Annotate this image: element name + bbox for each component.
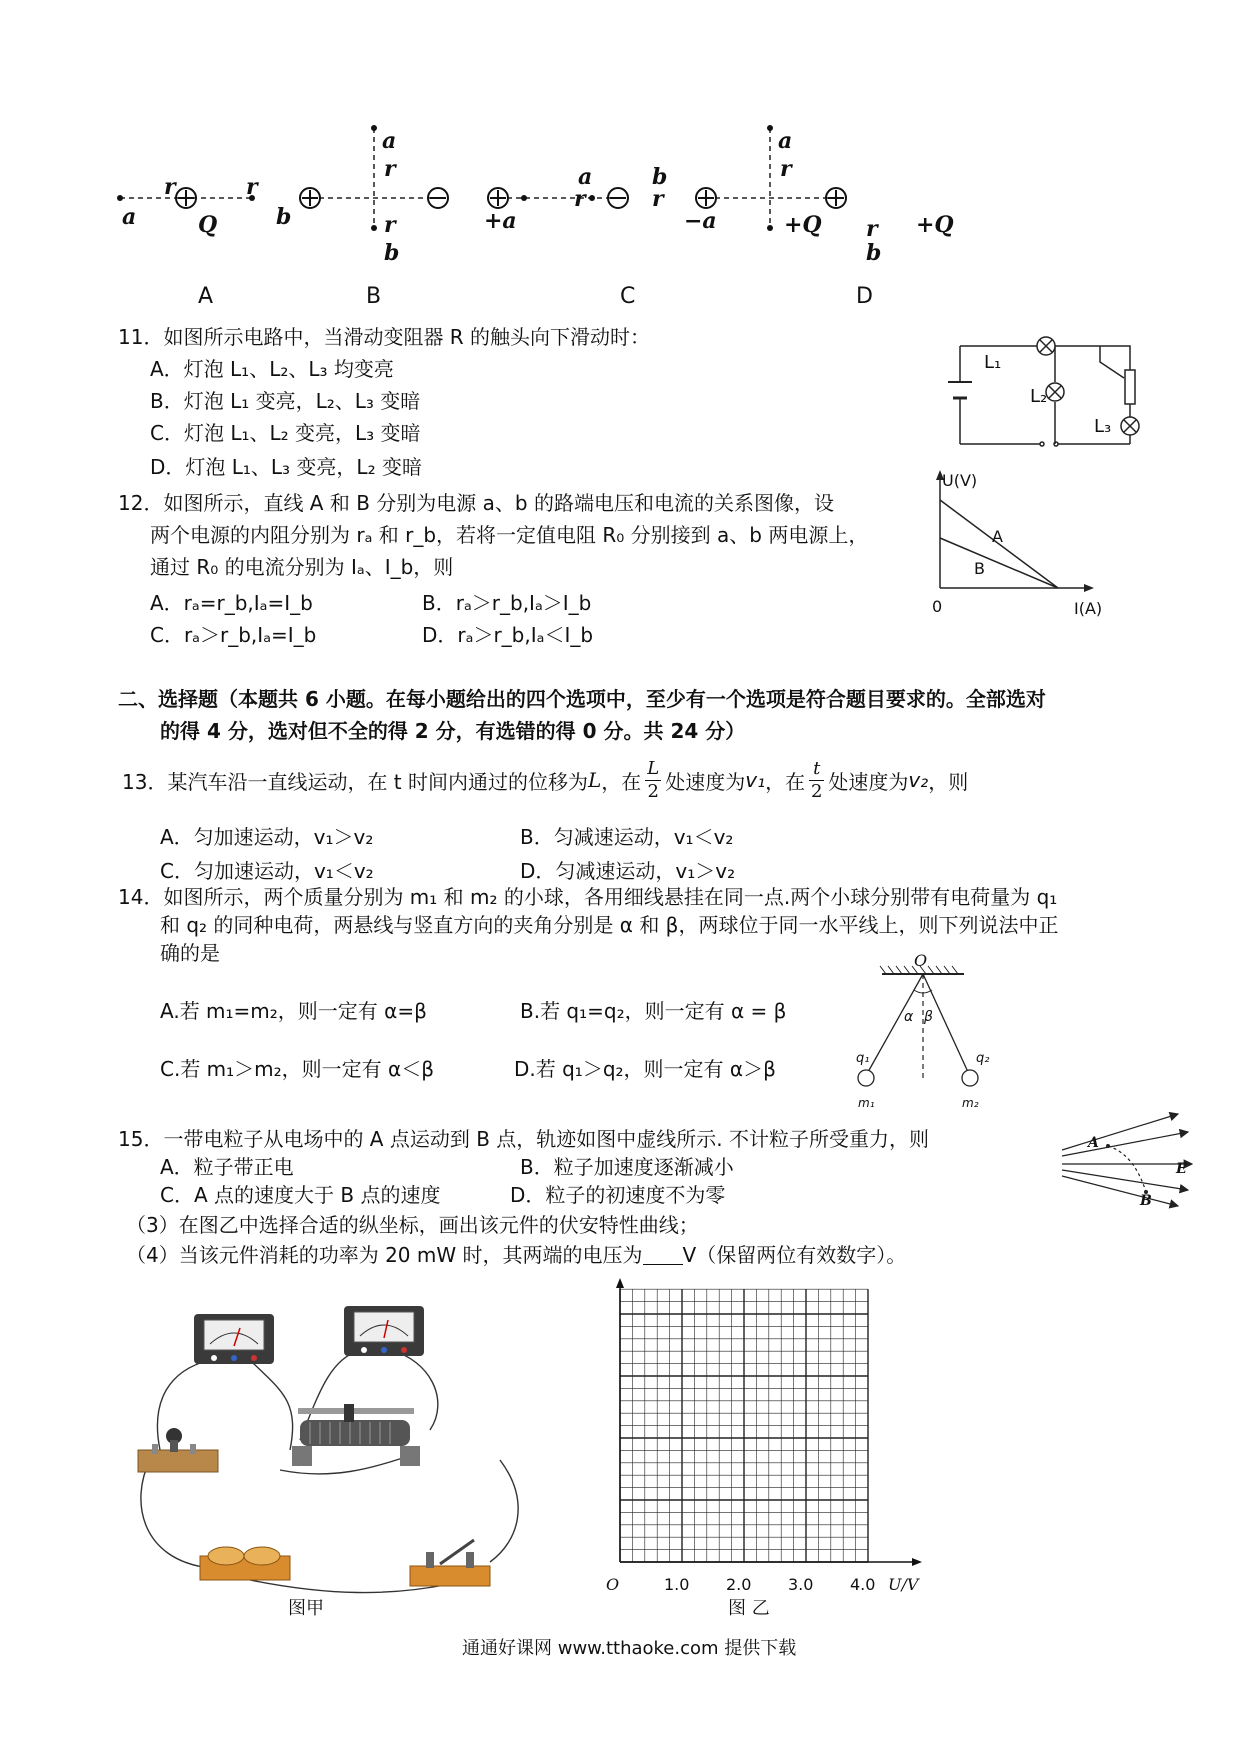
fig10-D-q2: +Q: [916, 212, 954, 238]
fig10-B: [300, 125, 448, 231]
q12-stem-line3: 通过 R₀ 的电流分别为 Iₐ、I_b，则: [150, 555, 454, 579]
fig10-D-a: a: [778, 128, 793, 154]
q12-option-d: D．rₐ＞r_b,Iₐ＜I_b: [422, 623, 594, 647]
q11-option-b: B．灯泡 L₁ 变亮，L₂、L₃ 变暗: [150, 389, 421, 413]
q14-stem-line3: 确的是: [160, 941, 220, 965]
fig10-B-a: a: [382, 128, 397, 154]
q14-fig-q2: q₂: [976, 1051, 990, 1066]
fig10-A-r1: r: [164, 174, 176, 200]
q12-fig-line-a: A: [992, 527, 1003, 546]
ammeter-icon: [344, 1306, 424, 1356]
q15-fig-A: A: [1088, 1135, 1099, 1151]
q12-fig-ylabel: U(V): [942, 471, 978, 490]
q14-fig-alpha: α: [904, 1009, 914, 1025]
fig10-A: [117, 188, 255, 208]
q12-stem-line2: 两个电源的内阻分别为 rₐ 和 r_b，若将一定值电阻 R₀ 分别接到 a、b 两电源上，: [150, 523, 869, 547]
q14-option-a: A.若 m₁=m₂，则一定有 α=β: [160, 999, 427, 1023]
q13-var-L: L: [588, 768, 602, 792]
q12-fig-line-b: B: [974, 559, 985, 578]
q12-fig-xlabel: I(A): [1074, 599, 1103, 618]
q14-fig-q1: q₁: [856, 1051, 870, 1066]
fig10-C-caption: C: [620, 284, 636, 309]
fig10-C: [488, 188, 628, 208]
q11-stem: 11．如图所示电路中，当滑动变阻器 R 的触头向下滑动时：: [118, 325, 651, 349]
fig10-C-b: b: [652, 164, 668, 190]
q12-option-b: B．rₐ＞r_b,Iₐ＞I_b: [422, 591, 592, 615]
fig10-B-r1: r: [384, 156, 396, 182]
q14-fig-beta: β: [924, 1009, 933, 1025]
fig10-C-plus-a: +a: [484, 208, 517, 234]
fig10-D-r1: r: [780, 156, 792, 182]
q14-fig-m2: m₂: [962, 1096, 979, 1110]
section2-header-line2: 的得 4 分，选对但不全的得 2 分，有选错的得 0 分。共 24 分）: [160, 719, 746, 743]
q13-option-b: B．匀减速运动，v₁＜v₂: [520, 825, 734, 849]
q15-fig-E: E: [1176, 1161, 1187, 1177]
q15-option-c: C．A 点的速度大于 B 点的速度: [160, 1183, 441, 1207]
fig-yi-caption: 图 乙: [728, 1598, 770, 1619]
q11-fig-L3: L₃: [1094, 416, 1112, 437]
page-footer: 通通好课网 www.tthaoke.com 提供下载: [462, 1638, 797, 1659]
fig10-C-r2: r: [652, 186, 664, 212]
voltmeter-icon: [194, 1314, 274, 1364]
q12-fig-origin: 0: [932, 597, 943, 616]
q14-option-d: D.若 q₁＞q₂，则一定有 α＞β: [514, 1057, 776, 1081]
q15-stem: 15．一带电粒子从电场中的 A 点运动到 B 点，轨迹如图中虚线所示. 不计粒子所受重力，则: [118, 1127, 929, 1151]
q12-stem-line1: 12．如图所示，直线 A 和 B 分别为电源 a、b 的路端电压和电流的关系图像，设: [118, 491, 834, 515]
q14-fig-m1: m₁: [858, 1096, 875, 1110]
q14-stem-line1: 14．如图所示，两个质量分别为 m₁ 和 m₂ 的小球，各用细线悬挂在同一点.两个小球分别带有电荷量为 q₁: [118, 885, 1058, 909]
fig10-A-r2: r: [246, 174, 258, 200]
battery-box-icon: [200, 1547, 290, 1580]
q15-option-a: A．粒子带正电: [160, 1155, 294, 1179]
blank-grid-chart: [590, 1278, 930, 1598]
fig10-B-caption: B: [366, 284, 382, 309]
fig10-A-caption: A: [198, 284, 214, 309]
q15-option-b: B．粒子加速度逐渐减小: [520, 1155, 734, 1179]
q11-fig-L2: L₂: [1030, 386, 1048, 407]
fig-jia-caption: 图甲: [288, 1598, 324, 1619]
q14-option-c: C.若 m₁＞m₂，则一定有 α＜β: [160, 1057, 434, 1081]
grid-tick-4: 4.0: [850, 1575, 876, 1594]
fig10-D-caption: D: [856, 284, 873, 309]
fig10-C-a: a: [578, 164, 593, 190]
fig10-A-a: a: [122, 204, 137, 230]
q11-option-a: A．灯泡 L₁、L₂、L₃ 均变亮: [150, 357, 394, 381]
q10-figure-row: [100, 120, 980, 320]
element-on-board-icon: [138, 1428, 218, 1472]
fig10-D: [696, 125, 846, 231]
fig10-A-Q: Q: [198, 212, 218, 238]
q13-option-c: C．匀加速运动，v₁＜v₂: [160, 859, 374, 883]
q14-option-b: B.若 q₁=q₂，则一定有 α = β: [520, 999, 787, 1023]
q13-stem: 13．某汽车沿一直线运动，在 t 时间内通过的位移为 L ，在 L 2 处速度为 v₁ ，在 t 2 处速度为 v₂ ，则: [122, 757, 969, 802]
apparatus-photo: [130, 1300, 570, 1600]
q11-option-c: C．灯泡 L₁、L₂ 变亮，L₃ 变暗: [150, 421, 421, 445]
grid-tick-3: 3.0: [788, 1575, 814, 1594]
switch-icon: [410, 1540, 490, 1586]
q13-option-d: D．匀减速运动，v₁＞v₂: [520, 859, 736, 883]
q13-fraction-t-over-2: t 2: [811, 757, 823, 802]
fig10-B-b: b: [384, 240, 400, 266]
fig10-C-minus-a: −a: [684, 208, 717, 234]
grid-origin: O: [606, 1575, 620, 1594]
q14-fig-O: O: [914, 951, 928, 970]
grid-tick-2: 2.0: [726, 1575, 752, 1594]
q11-circuit-diagram: [940, 326, 1160, 456]
q11-option-d: D．灯泡 L₁、L₃ 变亮，L₂ 变暗: [150, 455, 422, 479]
q12-option-c: C．rₐ＞r_b,Iₐ=I_b: [150, 623, 317, 647]
exp-answer-blank[interactable]: [643, 1242, 683, 1265]
fig10-A-b: b: [276, 204, 292, 230]
q11-fig-L1: L₁: [984, 352, 1002, 373]
q15-fig-B: B: [1140, 1193, 1152, 1209]
grid-lines: [620, 1289, 868, 1562]
rheostat-icon: [292, 1404, 420, 1466]
q13-option-a: A．匀加速运动，v₁＞v₂: [160, 825, 374, 849]
q15-option-d: D．粒子的初速度不为零: [510, 1183, 726, 1207]
q12-option-a: A．rₐ=r_b,Iₐ=I_b: [150, 591, 313, 615]
fig10-D-b: b: [866, 240, 882, 266]
fig10-D-q1: +Q: [784, 212, 822, 238]
q13-fraction-L-over-2: L 2: [647, 757, 660, 802]
section2-header-line1: 二、选择题（本题共 6 小题。在每小题给出的四个选项中，至少有一个选项是符合题目要求的。全部选对: [118, 687, 1046, 711]
fig10-B-r2: r: [384, 212, 396, 238]
fig10-C-r1: r: [574, 186, 586, 212]
fig10-D-r2: r: [866, 216, 878, 242]
grid-x-unit: U/V: [888, 1575, 919, 1594]
grid-tick-1: 1.0: [664, 1575, 690, 1594]
q14-stem-line2: 和 q₂ 的同种电荷，两悬线与竖直方向的夹角分别是 α 和 β，两球位于同一水平线上，则下列说法中正: [160, 913, 1059, 937]
exp-part3: （3）在图乙中选择合适的纵坐标，画出该元件的伏安特性曲线；: [126, 1213, 699, 1237]
exp-part4: （4）当该元件消耗的功率为 20 mW 时，其两端的电压为 V（保留两位有效数字）。: [126, 1243, 907, 1267]
